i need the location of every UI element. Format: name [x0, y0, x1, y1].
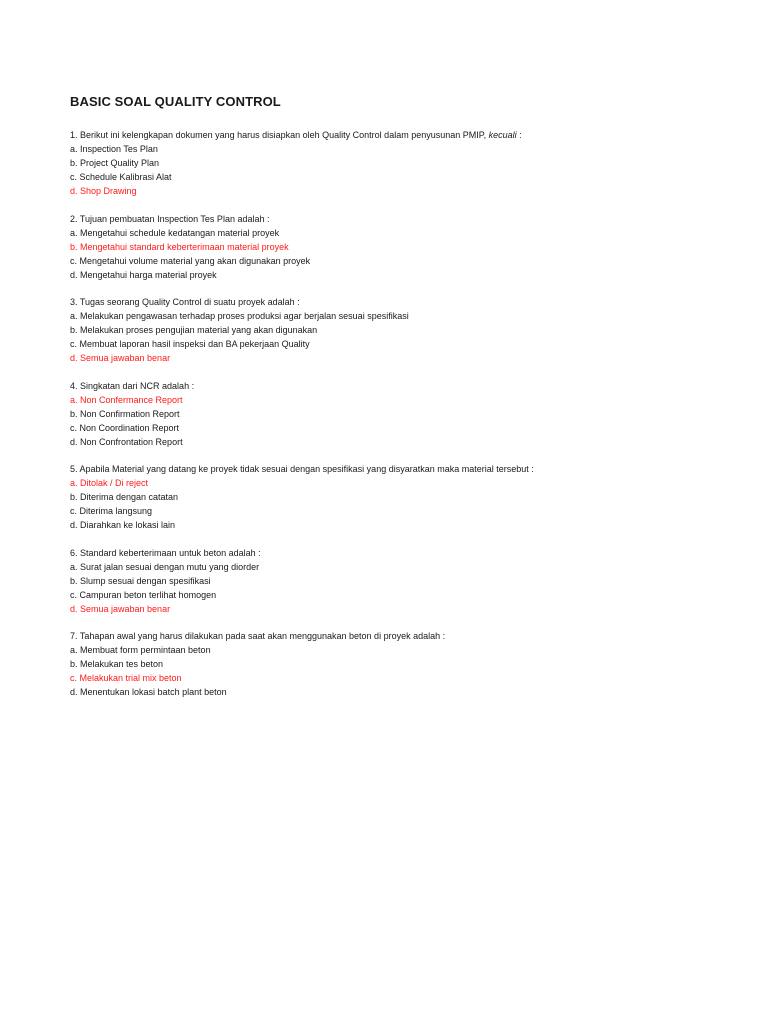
answer-option: a. Surat jalan sesuai dengan mutu yang diorder — [70, 561, 260, 572]
answer-option: c. Campuran beton terlihat homogen — [70, 589, 217, 600]
answer-option: c. Membuat laporan hasil inspeksi dan BA pekerjaan Quality — [70, 339, 310, 349]
answer-option: c. Non Coordination Report — [70, 422, 180, 433]
question-prompt: 6. Standard keberterimaan untuk beton adalah : — [70, 547, 261, 558]
answer-option: d. Diarahkan ke lokasi lain — [70, 520, 176, 530]
question-2 — [70, 212, 710, 282]
question-prompt: 5. Apabila Material yang datang ke proyek tidak sesuai dengan spesifikasi yang disyaratkan maka material tersebut : — [70, 464, 534, 474]
answer-option-correct: b. Mengetahui standard keberterimaan material proyek — [70, 241, 289, 252]
question-prompt: 7. Tahapan awal yang harus dilakukan pada saat akan menggunakan beton di proyek adalah : — [70, 631, 446, 641]
answer-option-correct: d. Semua jawaban benar — [70, 353, 171, 363]
question-1 — [70, 128, 710, 198]
answer-option: b. Slump sesuai dengan spesifikasi — [70, 575, 211, 586]
answer-option: c. Mengetahui volume material yang akan digunakan proyek — [70, 255, 311, 266]
answer-option: d. Non Confrontation Report — [70, 436, 183, 447]
document-page — [70, 93, 710, 713]
answer-option: d. Mengetahui harga material proyek — [70, 269, 217, 280]
answer-option: a. Membuat form permintaan beton — [70, 645, 211, 655]
answer-option: b. Non Confirmation Report — [70, 408, 180, 419]
answer-option-correct: d. Semua jawaban benar — [70, 603, 171, 614]
question-4 — [70, 379, 710, 449]
answer-option-correct: a. Ditolak / Di reject — [70, 478, 149, 488]
answer-option-correct: d. Shop Drawing — [70, 186, 137, 196]
answer-option: c. Schedule Kalibrasi Alat — [70, 172, 172, 182]
answer-option: c. Diterima langsung — [70, 506, 153, 516]
question-prompt-emphasis: kecuali — [488, 130, 517, 140]
question-6 — [70, 546, 710, 616]
answer-option: a. Melakukan pengawasan terhadap proses produksi agar berjalan sesuai spesifikasi — [70, 311, 409, 321]
answer-option-correct: a. Non Confermance Report — [70, 394, 183, 405]
question-3 — [70, 295, 710, 365]
answer-option: b. Project Quality Plan — [70, 158, 160, 168]
question-prompt: 2. Tujuan pembuatan Inspection Tes Plan adalah : — [70, 213, 270, 224]
answer-option-correct: c. Melakukan trial mix beton — [70, 673, 182, 683]
answer-option: b. Diterima dengan catatan — [70, 492, 179, 502]
page-title: BASIC SOAL QUALITY CONTROL — [70, 94, 281, 109]
question-prompt-suffix: : — [516, 130, 522, 140]
answer-option: a. Mengetahui schedule kedatangan material proyek — [70, 227, 280, 238]
question-prompt — [70, 128, 710, 142]
question-5 — [70, 462, 710, 532]
question-7 — [70, 629, 710, 699]
answer-option: b. Melakukan tes beton — [70, 659, 164, 669]
answer-option: d. Menentukan lokasi batch plant beton — [70, 687, 227, 697]
question-prompt: 3. Tugas seorang Quality Control di suatu proyek adalah : — [70, 297, 300, 307]
question-prompt: 4. Singkatan dari NCR adalah : — [70, 380, 195, 391]
question-prompt-text: 1. Berikut ini kelengkapan dokumen yang harus disiapkan oleh Quality Control dalam penyusunan PMIP, — [70, 130, 487, 140]
answer-option: b. Melakukan proses pengujian material yang akan digunakan — [70, 325, 318, 335]
answer-option: a. Inspection Tes Plan — [70, 144, 158, 154]
